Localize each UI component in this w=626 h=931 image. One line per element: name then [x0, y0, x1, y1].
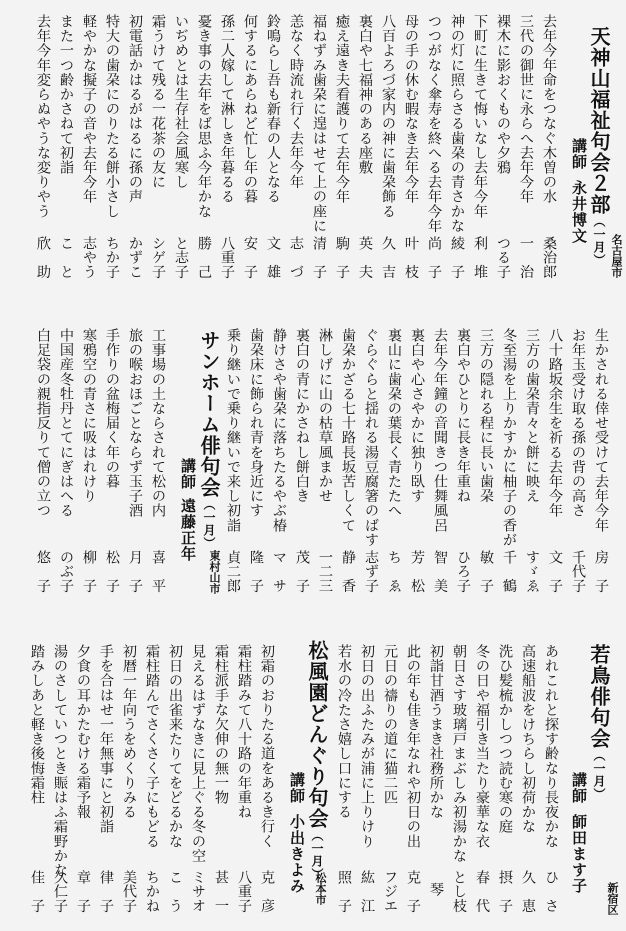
poem-author: 一二三: [317, 550, 333, 593]
poem: つつがなく傘寿を終へる去年今年: [426, 14, 442, 233]
poem: 三方の隠れる程に長い歯朶: [478, 328, 494, 504]
poem-author: 克 子: [405, 870, 421, 913]
poem-author: 茂 子: [294, 550, 310, 593]
poem-author: 文 雄: [265, 236, 281, 279]
poem-author: 敏 子: [478, 550, 494, 593]
poem: 裏白や七福神のある座敷: [357, 14, 373, 175]
poem-author: 章 子: [75, 870, 91, 913]
poem-author: つる子: [495, 236, 511, 279]
poem-author: ち ゑ: [386, 550, 402, 593]
poem-author: 春 代: [474, 870, 490, 913]
poem: 特大の歯朶にのりたる餅小さし: [104, 14, 120, 219]
poem: 静けさや歯朶に落ちたるやぶ椿: [271, 328, 287, 533]
poem: 乗り継いで乗り継いで来し初詣: [225, 328, 241, 533]
poem: 寒鴉空の青さに吸はれけり: [81, 328, 97, 504]
poem-author: 美代子: [121, 870, 137, 913]
month-label: （一月）: [592, 215, 606, 267]
poem: 高速船波をけちらし初荷かな: [520, 644, 536, 834]
city-label: 新宿区: [606, 882, 619, 915]
teacher-shofuen: [286, 772, 308, 894]
poem: 何するにあらねど忙し年の暮: [242, 14, 258, 204]
teacher-name: 小出きよみ: [288, 814, 306, 894]
teacher-label: 講師: [288, 772, 306, 804]
poem-author: マ サ: [271, 550, 287, 593]
poem: 手を合はせ一年無事にと初詣: [98, 644, 114, 834]
poem-author: 叶 枝: [403, 236, 419, 279]
poem-author: かずこ: [127, 236, 143, 279]
poem: 鈴鳴らし吾も新春の人となる: [265, 14, 281, 204]
poem: 白足袋の親指反りて僧の立つ: [35, 328, 51, 518]
poem-author: 隆 子: [248, 550, 264, 593]
poem: あれこれと探す齢なり長夜かな: [543, 644, 559, 849]
poem-author: 智 美: [432, 550, 448, 593]
poem: 工事場の土ならされて松の内: [150, 328, 166, 518]
teacher-name: 永井博文: [570, 180, 588, 244]
poem-author: 貞二郎: [225, 550, 241, 593]
poem-author: 房 子: [593, 550, 609, 593]
poem: 霜柱踏んでさくさく子にもどる: [144, 644, 160, 849]
poem: 去年今年鐘の音聞きつ仕舞風呂: [432, 328, 448, 533]
month-label: （一月）: [202, 498, 216, 550]
poem-author: 八重子: [219, 236, 235, 279]
poem: 初詣甘酒うまき社務所かな: [428, 644, 444, 820]
poem-author: 柳 子: [81, 550, 97, 593]
poem: 踏みしあと軽き後悔霜柱: [29, 644, 45, 805]
city-sunhome: [205, 550, 224, 594]
poem: 冬至湯を上りかすかに柚子の香が: [501, 328, 517, 547]
city-shofuen: [311, 872, 330, 905]
band-bottom: [0, 620, 626, 931]
poem: 霜柱派手な欠伸の無一物: [213, 644, 229, 805]
poem: 裏白の青にかさねし餅白き: [294, 328, 310, 504]
poem: 八十路坂余生を祈る去年今年: [547, 328, 563, 518]
poem-author: 志 づ: [288, 236, 304, 279]
poem-author: ちかね: [144, 870, 160, 913]
poem: ぐらぐらと揺れる湯豆腐箸のばす: [363, 328, 379, 547]
band-middle: [0, 310, 626, 620]
poem: 孫二人嫁して淋しき年暮るる: [219, 14, 235, 204]
poem-author: 久仁子: [52, 870, 68, 913]
title-text: サンホーム俳句会: [197, 330, 221, 498]
poem: 旅の喉おほごとならず玉子酒: [127, 328, 143, 518]
poem: 八百よろづ家内の神に歯朶飾る: [380, 14, 396, 219]
poem-author: 志ず子: [363, 550, 379, 593]
poem-author: 律 子: [98, 870, 114, 913]
month-label: （一月）: [310, 829, 324, 881]
poem: 手作りの盆梅届く年の暮: [104, 328, 120, 489]
poem: 歯朶床に飾られ青を身近にす: [248, 328, 264, 518]
poem: 下町に生きて悔いなし去年今年: [472, 14, 488, 219]
poem-author: 利 堆: [472, 236, 488, 279]
poem: 三方の歯朶青々と餅に映え: [524, 328, 540, 504]
city-wakatori: [603, 882, 622, 915]
poem-author: と志子: [173, 236, 189, 279]
city-label: 東村山市: [208, 550, 221, 594]
poem: 見えるはずなきに見上ぐる冬の空: [190, 644, 206, 863]
poem: 初霜のおりたる道をあるき行く: [259, 644, 275, 849]
poem-author: 甚 一: [213, 870, 229, 913]
poem: いぢめとは生存社会風寒し: [173, 14, 189, 190]
poem: 裏白やひとりに長き年重ね: [455, 328, 471, 504]
teacher-label: 講師: [179, 458, 197, 490]
poem: 中国産冬牡丹とてにぎはへる: [58, 328, 74, 518]
poem-author: こ う: [167, 870, 183, 913]
poem-author: 尚 子: [426, 236, 442, 279]
poem: 初日の出ふたみが浦に上りけり: [359, 644, 375, 849]
poem: 恙なく時流れ行く去年今年: [288, 14, 304, 190]
poem: 霜柱踏みて八十路の年重ね: [236, 644, 252, 820]
poem: 軽やかな擬子の音や去年今年: [81, 14, 97, 204]
poem: 神の灯に照らさる歯朶の青さかな: [449, 14, 465, 233]
poem-author: 勝 己: [196, 236, 212, 279]
month-label: （一月）: [592, 749, 606, 801]
poem-author: ちか子: [104, 236, 120, 279]
poem: 洗ひ髪梳かしつつ読む寒の庭: [497, 644, 513, 834]
poem: お年玉受け取る孫の背の高さ: [570, 328, 586, 518]
poem: 歯朶かざる七十路長坂苦しくて: [340, 328, 356, 533]
poem-author: 芳 松: [409, 550, 425, 593]
poem-author: 悠 子: [35, 550, 51, 593]
poem-author: 月 子: [127, 550, 143, 593]
poem-author: 摂 子: [497, 870, 513, 913]
poem-author: 桑治郎: [541, 236, 557, 279]
poem: 去年今年変らぬやうな変りやう: [35, 14, 51, 219]
poem-author: すゞゑ: [524, 550, 540, 593]
poem: 湯のさしていつとき賑はふ霜野かな: [52, 644, 68, 878]
poem-author: 志やう: [81, 236, 97, 279]
title-text: 天神山福祉句会２部: [587, 26, 611, 215]
poem-author: 欣 助: [35, 236, 51, 279]
poem: 霜うけて残る一花茶の友に: [150, 14, 166, 190]
poem: 裏山に歯朶の葉長く青たたへ: [386, 328, 402, 518]
poem-author: 久 恵: [520, 870, 536, 913]
poem-author: 文 子: [547, 550, 563, 593]
poem: 冬の日や福引き当たり豪華な衣: [474, 644, 490, 849]
poem-author: 八重子: [236, 870, 252, 913]
poem: 初電話かはるがはるに孫の声: [127, 14, 143, 204]
poem-author: のぶ子: [58, 550, 74, 593]
poem-author: 喜 平: [150, 550, 166, 593]
poem-author: 綾 子: [449, 236, 465, 279]
teacher-label: 講師: [570, 772, 588, 804]
poem-author: とし枝: [451, 870, 467, 913]
title-text: 松風園どんぐり句会: [305, 640, 329, 829]
poem-author: 松 子: [104, 550, 120, 593]
poem: 福ねずみ歯朶に遑はせて上の座に: [311, 14, 327, 233]
poem: 憂き事の去年をば思ふ今年かな: [196, 14, 212, 219]
poem: 夕食の耳かたむける霜予報: [75, 644, 91, 820]
poem: 初暦一年向うをめくりみる: [121, 644, 137, 820]
poem-author: 千 鶴: [501, 550, 517, 593]
band-top: [0, 0, 626, 310]
city-tenjinyama: [607, 234, 626, 278]
poem: 若水の冷たさ嬉し口にする: [336, 644, 352, 820]
poem: 淋しげに山の枯草風まかせ: [317, 328, 333, 504]
poem-author: 琴: [428, 882, 444, 897]
poem-author: ミサオ: [190, 870, 206, 913]
poem-author: 駒 子: [334, 236, 350, 279]
poem-author: 久 吉: [380, 236, 396, 279]
poem-author: 静 香: [340, 550, 356, 593]
teacher-sunhome: [177, 458, 199, 562]
poem: 初日の出雀来たりてをどるかな: [167, 644, 183, 849]
teacher-label: 講師: [570, 138, 588, 170]
teacher-wakatori: [568, 772, 590, 894]
teacher-name: 遠藤正年: [179, 498, 197, 562]
poem-author: 佳 子: [29, 870, 45, 913]
poem: 朝日さす玻璃戸まぶしみ初湯かな: [451, 644, 467, 863]
poem-author: ひ さ: [543, 870, 559, 913]
poem-author: 克 彦: [259, 870, 275, 913]
poem: また一つ齢かさねて初詣: [58, 14, 74, 175]
poem-author: ひろ子: [455, 550, 471, 593]
poem: 此の年も佳き年なれや初日の出: [405, 644, 421, 849]
poem-author: こ と: [58, 236, 74, 279]
poem-author: フジエ: [382, 870, 398, 913]
title-text: 若鳥俳句会: [587, 644, 611, 749]
poem-author: 千代子: [570, 550, 586, 593]
poem-author: 安 子: [242, 236, 258, 279]
poem-author: 英 夫: [357, 236, 373, 279]
poem: 去年今年命をつなぐ木曽の水: [541, 14, 557, 204]
teacher-tenjinyama: [568, 138, 590, 244]
teacher-name: 師田ます子: [570, 814, 588, 894]
poem-author: 照 子: [336, 870, 352, 913]
poem: 裏白や心さやかに独り臥す: [409, 328, 425, 504]
poem: 生かされる倖せ受けて去年今年: [593, 328, 609, 533]
poem-author: 一 治: [518, 236, 534, 279]
poem: 元日の禱りの道に猫二匹: [382, 644, 398, 805]
poem: 裸木に影おくものや夕鴉: [495, 14, 511, 175]
city-label: 名古屋市: [610, 234, 623, 278]
poem: 母の手の休む暇なき去年今年: [403, 14, 419, 204]
poem-author: シゲ子: [150, 236, 166, 279]
poem-author: 紘 江: [359, 870, 375, 913]
section-title-sunhome: [196, 330, 222, 550]
poem: 癒え遠き夫看護りて去年今年: [334, 14, 350, 204]
poem-author: 清 子: [311, 236, 327, 279]
poem: 三代の御世に永らへ去年今年: [518, 14, 534, 204]
city-label: 松本市: [314, 872, 327, 905]
